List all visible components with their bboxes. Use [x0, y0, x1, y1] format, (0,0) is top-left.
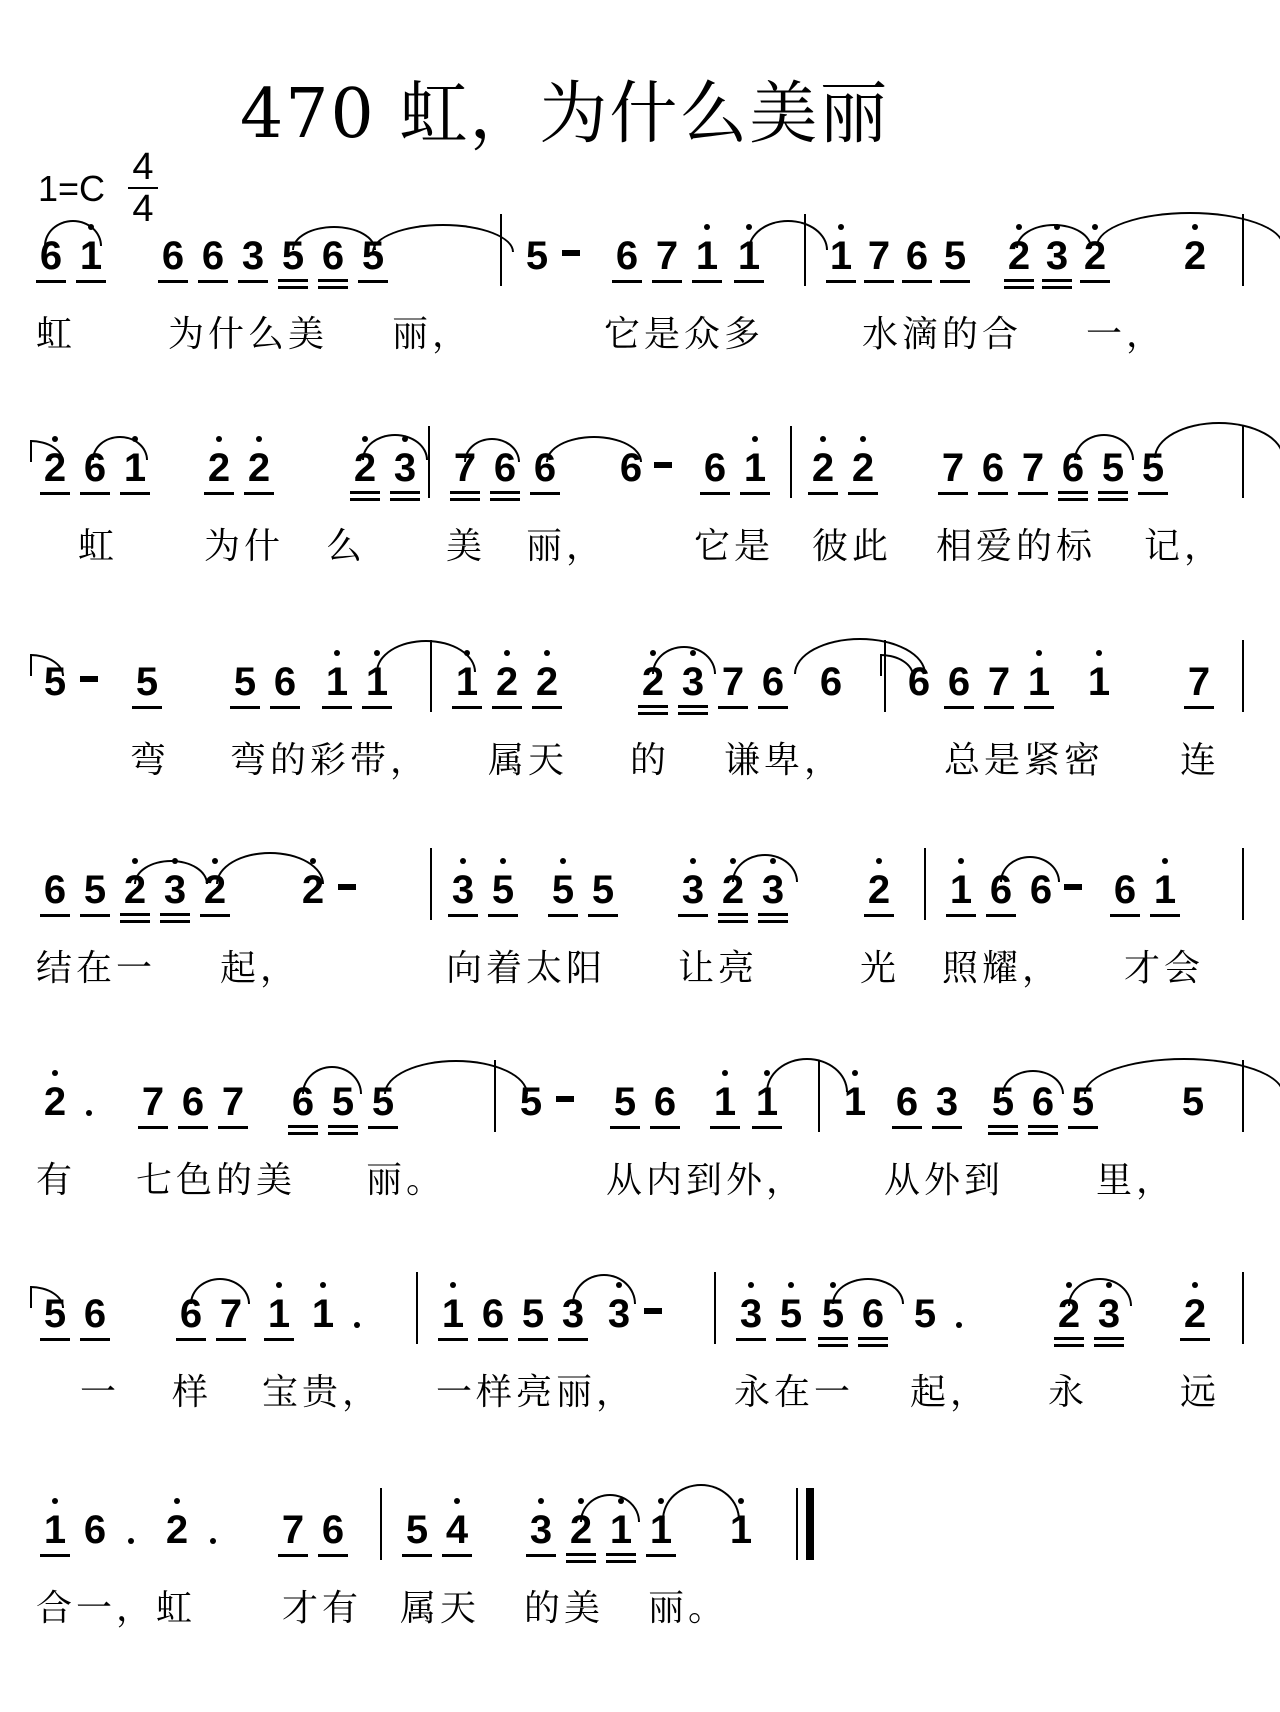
- note: 6: [40, 868, 70, 913]
- note: 7: [984, 660, 1014, 705]
- note: 5: [43, 660, 67, 704]
- note: 1: [1150, 868, 1180, 913]
- lyric-text: 彼此: [812, 526, 893, 567]
- bar-line: [1242, 1060, 1244, 1132]
- note: 7: [938, 446, 968, 491]
- note: 1: [826, 234, 856, 279]
- note: 7: [718, 660, 748, 705]
- lyric-text: 丽，: [526, 526, 607, 567]
- note: 5: [988, 1080, 1018, 1125]
- final-bar-line: [806, 1488, 814, 1560]
- lyric-text: 七色的美: [136, 1160, 297, 1201]
- note: 3: [448, 868, 478, 913]
- note: 5: [525, 234, 549, 278]
- note: 1: [646, 1508, 676, 1553]
- note: 6: [944, 660, 974, 705]
- note: 2: [566, 1508, 596, 1553]
- note: 5: [1098, 446, 1128, 491]
- note: 6: [700, 446, 730, 491]
- note: 3: [558, 1292, 588, 1337]
- bar-line: [1242, 848, 1244, 920]
- lyric-text: 为什么美: [168, 314, 329, 355]
- note: 6: [612, 234, 642, 279]
- note: 5: [328, 1080, 358, 1125]
- note: 6: [1110, 868, 1140, 913]
- bar-line: [1242, 640, 1244, 712]
- lyric-text: 么: [326, 526, 367, 567]
- lyric-text: 向着太阳: [446, 948, 607, 989]
- note: 6: [758, 660, 788, 705]
- note: 1: [752, 1080, 782, 1125]
- note: 7: [216, 1292, 246, 1337]
- hold-dash: [556, 1096, 574, 1102]
- bar-line: [430, 640, 432, 712]
- note: 6: [80, 1292, 110, 1337]
- bar-line: [1242, 214, 1244, 286]
- lyric-text: 总是紧密: [944, 740, 1105, 781]
- note: 2: [864, 868, 894, 913]
- lyric-text: 虹: [78, 526, 119, 567]
- note: 5: [610, 1080, 640, 1125]
- note: 1: [740, 446, 770, 491]
- hold-dash: [644, 1308, 662, 1314]
- note: 5: [548, 868, 578, 913]
- note: 5: [1138, 446, 1168, 491]
- lyrics-line: [0, 306, 1280, 356]
- note: 3: [678, 660, 708, 705]
- note: 3: [526, 1508, 556, 1553]
- lyric-text: 谦卑，: [724, 740, 845, 781]
- time-signature: [128, 148, 158, 228]
- note: 6: [198, 234, 228, 279]
- note: 6: [36, 234, 66, 279]
- note: 5: [402, 1508, 432, 1553]
- hold-dash: [80, 676, 98, 682]
- note: 3: [736, 1292, 766, 1337]
- note: 2: [808, 446, 838, 491]
- lyric-text: 才有: [282, 1588, 363, 1629]
- bar-line: [924, 848, 926, 920]
- notation-line: [0, 1066, 1280, 1136]
- lyric-text: 才会: [1124, 948, 1205, 989]
- augmentation-dot: [210, 1538, 216, 1544]
- note: 5: [488, 868, 518, 913]
- time-signature-bottom: 4: [132, 188, 154, 230]
- bar-line: [416, 1272, 418, 1344]
- note: 3: [932, 1080, 962, 1125]
- note: 1: [840, 1080, 870, 1125]
- note: 1: [1024, 660, 1054, 705]
- note: 1: [1084, 660, 1114, 705]
- note: 3: [604, 1292, 634, 1337]
- note: 3: [758, 868, 788, 913]
- lyric-text: 丽。: [366, 1160, 447, 1201]
- note: 7: [138, 1080, 168, 1125]
- note: 3: [390, 446, 420, 491]
- note: 2: [298, 868, 328, 913]
- note: 6: [270, 660, 300, 705]
- augmentation-dot: [128, 1538, 134, 1544]
- note: 5: [1068, 1080, 1098, 1125]
- hold-dash: [1064, 884, 1082, 890]
- note: 7: [450, 446, 480, 491]
- lyrics-line: [0, 518, 1280, 568]
- note: 7: [1184, 660, 1214, 705]
- bar-line: [430, 848, 432, 920]
- hold-dash: [338, 884, 356, 890]
- lyric-text: 合一，虹: [36, 1588, 197, 1629]
- note: 1: [322, 660, 352, 705]
- note: 2: [1004, 234, 1034, 279]
- lyric-text: 的美: [524, 1588, 605, 1629]
- lyric-text: 属天: [488, 740, 569, 781]
- lyric-text: 照耀，: [942, 948, 1063, 989]
- bar-line: [796, 1488, 798, 1560]
- note: 6: [1028, 1080, 1058, 1125]
- hold-dash: [562, 250, 580, 256]
- note: 1: [40, 1508, 70, 1553]
- note: 2: [1180, 1292, 1210, 1337]
- note: 1: [438, 1292, 468, 1337]
- note: 5: [588, 868, 618, 913]
- lyric-text: 弯: [130, 740, 171, 781]
- note: 6: [986, 868, 1016, 913]
- note: 6: [819, 660, 843, 704]
- note: 2: [200, 868, 230, 913]
- bar-line: [884, 640, 886, 712]
- note: 1: [946, 868, 976, 913]
- note: 1: [76, 234, 106, 279]
- lyric-text: 为什: [204, 526, 285, 567]
- lyric-text: 丽。: [648, 1588, 729, 1629]
- note: 5: [132, 660, 162, 705]
- notation-line: [0, 220, 1280, 290]
- note: 2: [120, 868, 150, 913]
- lyric-text: 永: [1048, 1372, 1089, 1413]
- bar-line: [380, 1488, 382, 1560]
- note: 2: [40, 1080, 70, 1125]
- note: 2: [40, 446, 70, 491]
- note: 2: [492, 660, 522, 705]
- note: 2: [204, 446, 234, 491]
- lyric-text: 一: [80, 1372, 121, 1413]
- note: 3: [160, 868, 190, 913]
- lyrics-line: [0, 732, 1280, 782]
- lyric-text: 水滴的合: [862, 314, 1023, 355]
- note: 5: [940, 234, 970, 279]
- note: 2: [638, 660, 668, 705]
- note: 6: [176, 1292, 206, 1337]
- bar-line: [714, 1272, 716, 1344]
- note: 5: [358, 234, 388, 279]
- notation-line: [0, 1278, 1280, 1348]
- note: 5: [913, 1292, 937, 1336]
- note: 1: [692, 234, 722, 279]
- note: 1: [362, 660, 392, 705]
- key-signature: 1=C: [38, 168, 106, 209]
- note: 6: [83, 1508, 107, 1552]
- lyrics-line: [0, 1364, 1280, 1414]
- note: 6: [1058, 446, 1088, 491]
- bar-line: [818, 1060, 820, 1132]
- augmentation-dot: [956, 1322, 962, 1328]
- lyric-text: 永在一: [734, 1372, 855, 1413]
- note: 7: [1018, 446, 1048, 491]
- note: 6: [902, 234, 932, 279]
- lyric-text: 远: [1180, 1372, 1221, 1413]
- note: 5: [230, 660, 260, 705]
- bar-line: [494, 1060, 496, 1132]
- lyric-text: 的: [630, 740, 671, 781]
- note: 3: [1094, 1292, 1124, 1337]
- lyric-text: 里，: [1096, 1160, 1177, 1201]
- note: 5: [519, 1080, 543, 1124]
- lyric-text: 属天: [400, 1588, 481, 1629]
- note: 5: [368, 1080, 398, 1125]
- augmentation-dot: [354, 1322, 360, 1328]
- note: 6: [178, 1080, 208, 1125]
- note: 6: [858, 1292, 888, 1337]
- lyrics-line: [0, 1152, 1280, 1202]
- lyric-text: 美: [446, 526, 487, 567]
- note: 2: [350, 446, 380, 491]
- note: 5: [1181, 1080, 1205, 1124]
- note: 6: [80, 446, 110, 491]
- bar-line: [1242, 1272, 1244, 1344]
- notation-line: [0, 432, 1280, 502]
- note: 6: [158, 234, 188, 279]
- note: 6: [650, 1080, 680, 1125]
- notation-line: [0, 854, 1280, 924]
- lyric-text: 光: [860, 948, 901, 989]
- lyric-text: 从外到: [884, 1160, 1005, 1201]
- note: 2: [162, 1508, 192, 1553]
- note: 2: [1180, 234, 1210, 279]
- lyric-text: 一样亮丽，: [436, 1372, 637, 1413]
- lyric-text: 连: [1180, 740, 1221, 781]
- lyric-text: 结在一: [36, 948, 157, 989]
- lyric-text: 从内到外，: [606, 1160, 807, 1201]
- note: 3: [238, 234, 268, 279]
- note: 3: [678, 868, 708, 913]
- note: 5: [40, 1292, 70, 1337]
- lyrics-line: [0, 940, 1280, 990]
- lyric-text: 样: [172, 1372, 213, 1413]
- note: 1: [606, 1508, 636, 1553]
- note: 1: [734, 234, 764, 279]
- note: 6: [288, 1080, 318, 1125]
- note: 7: [218, 1080, 248, 1125]
- song-title: 470 虹，为什么美丽: [240, 75, 890, 154]
- lyric-text: 有: [36, 1160, 77, 1201]
- slur-mark: [372, 224, 514, 252]
- note: 3: [1042, 234, 1072, 279]
- note: 1: [452, 660, 482, 705]
- note: 6: [490, 446, 520, 491]
- note: 2: [244, 446, 274, 491]
- time-signature-top: 4: [132, 146, 154, 188]
- lyric-text: 它是众多: [604, 314, 765, 355]
- note: 6: [530, 446, 560, 491]
- note: 5: [518, 1292, 548, 1337]
- note: 2: [532, 660, 562, 705]
- lyric-text: 丽，: [392, 314, 473, 355]
- note: 1: [726, 1508, 756, 1553]
- note: 5: [278, 234, 308, 279]
- note: 6: [619, 446, 643, 490]
- note: 6: [318, 234, 348, 279]
- bar-line: [790, 426, 792, 498]
- bar-line: [428, 426, 430, 498]
- note: 1: [710, 1080, 740, 1125]
- note: 2: [718, 868, 748, 913]
- note: 2: [1080, 234, 1110, 279]
- note: 1: [308, 1292, 338, 1337]
- lyric-text: 宝贵，: [262, 1372, 383, 1413]
- lyric-text: 虹: [36, 314, 77, 355]
- note: 6: [318, 1508, 348, 1553]
- note: 4: [442, 1508, 472, 1553]
- note: 2: [1054, 1292, 1084, 1337]
- slur-mark: [1154, 422, 1280, 458]
- lyric-text: 弯的彩带，: [230, 740, 431, 781]
- note: 2: [848, 446, 878, 491]
- note: 6: [892, 1080, 922, 1125]
- bar-line: [500, 214, 502, 286]
- note: 6: [978, 446, 1008, 491]
- lyric-text: 让亮: [678, 948, 759, 989]
- lyric-text: 相爱的标: [936, 526, 1097, 567]
- notation-line: [0, 1494, 1280, 1564]
- slur-mark: [384, 1060, 528, 1094]
- hold-dash: [654, 462, 672, 468]
- lyric-text: 记，: [1144, 526, 1225, 567]
- bar-line: [1242, 426, 1244, 498]
- lyrics-line: [0, 1580, 1280, 1630]
- note: 6: [478, 1292, 508, 1337]
- note: 7: [278, 1508, 308, 1553]
- note: 7: [652, 234, 682, 279]
- note: 5: [80, 868, 110, 913]
- note: 6: [1029, 868, 1053, 912]
- lyric-text: 起，: [910, 1372, 991, 1413]
- note: 5: [776, 1292, 806, 1337]
- bar-line: [804, 214, 806, 286]
- notation-line: [0, 646, 1280, 716]
- note: 6: [907, 660, 931, 704]
- note: 5: [818, 1292, 848, 1337]
- note: 1: [264, 1292, 294, 1337]
- augmentation-dot: [86, 1110, 92, 1116]
- lyric-text: 它是: [694, 526, 775, 567]
- note: 7: [864, 234, 894, 279]
- lyric-text: 起，: [220, 948, 301, 989]
- note: 1: [120, 446, 150, 491]
- lyric-text: 一，: [1086, 314, 1167, 355]
